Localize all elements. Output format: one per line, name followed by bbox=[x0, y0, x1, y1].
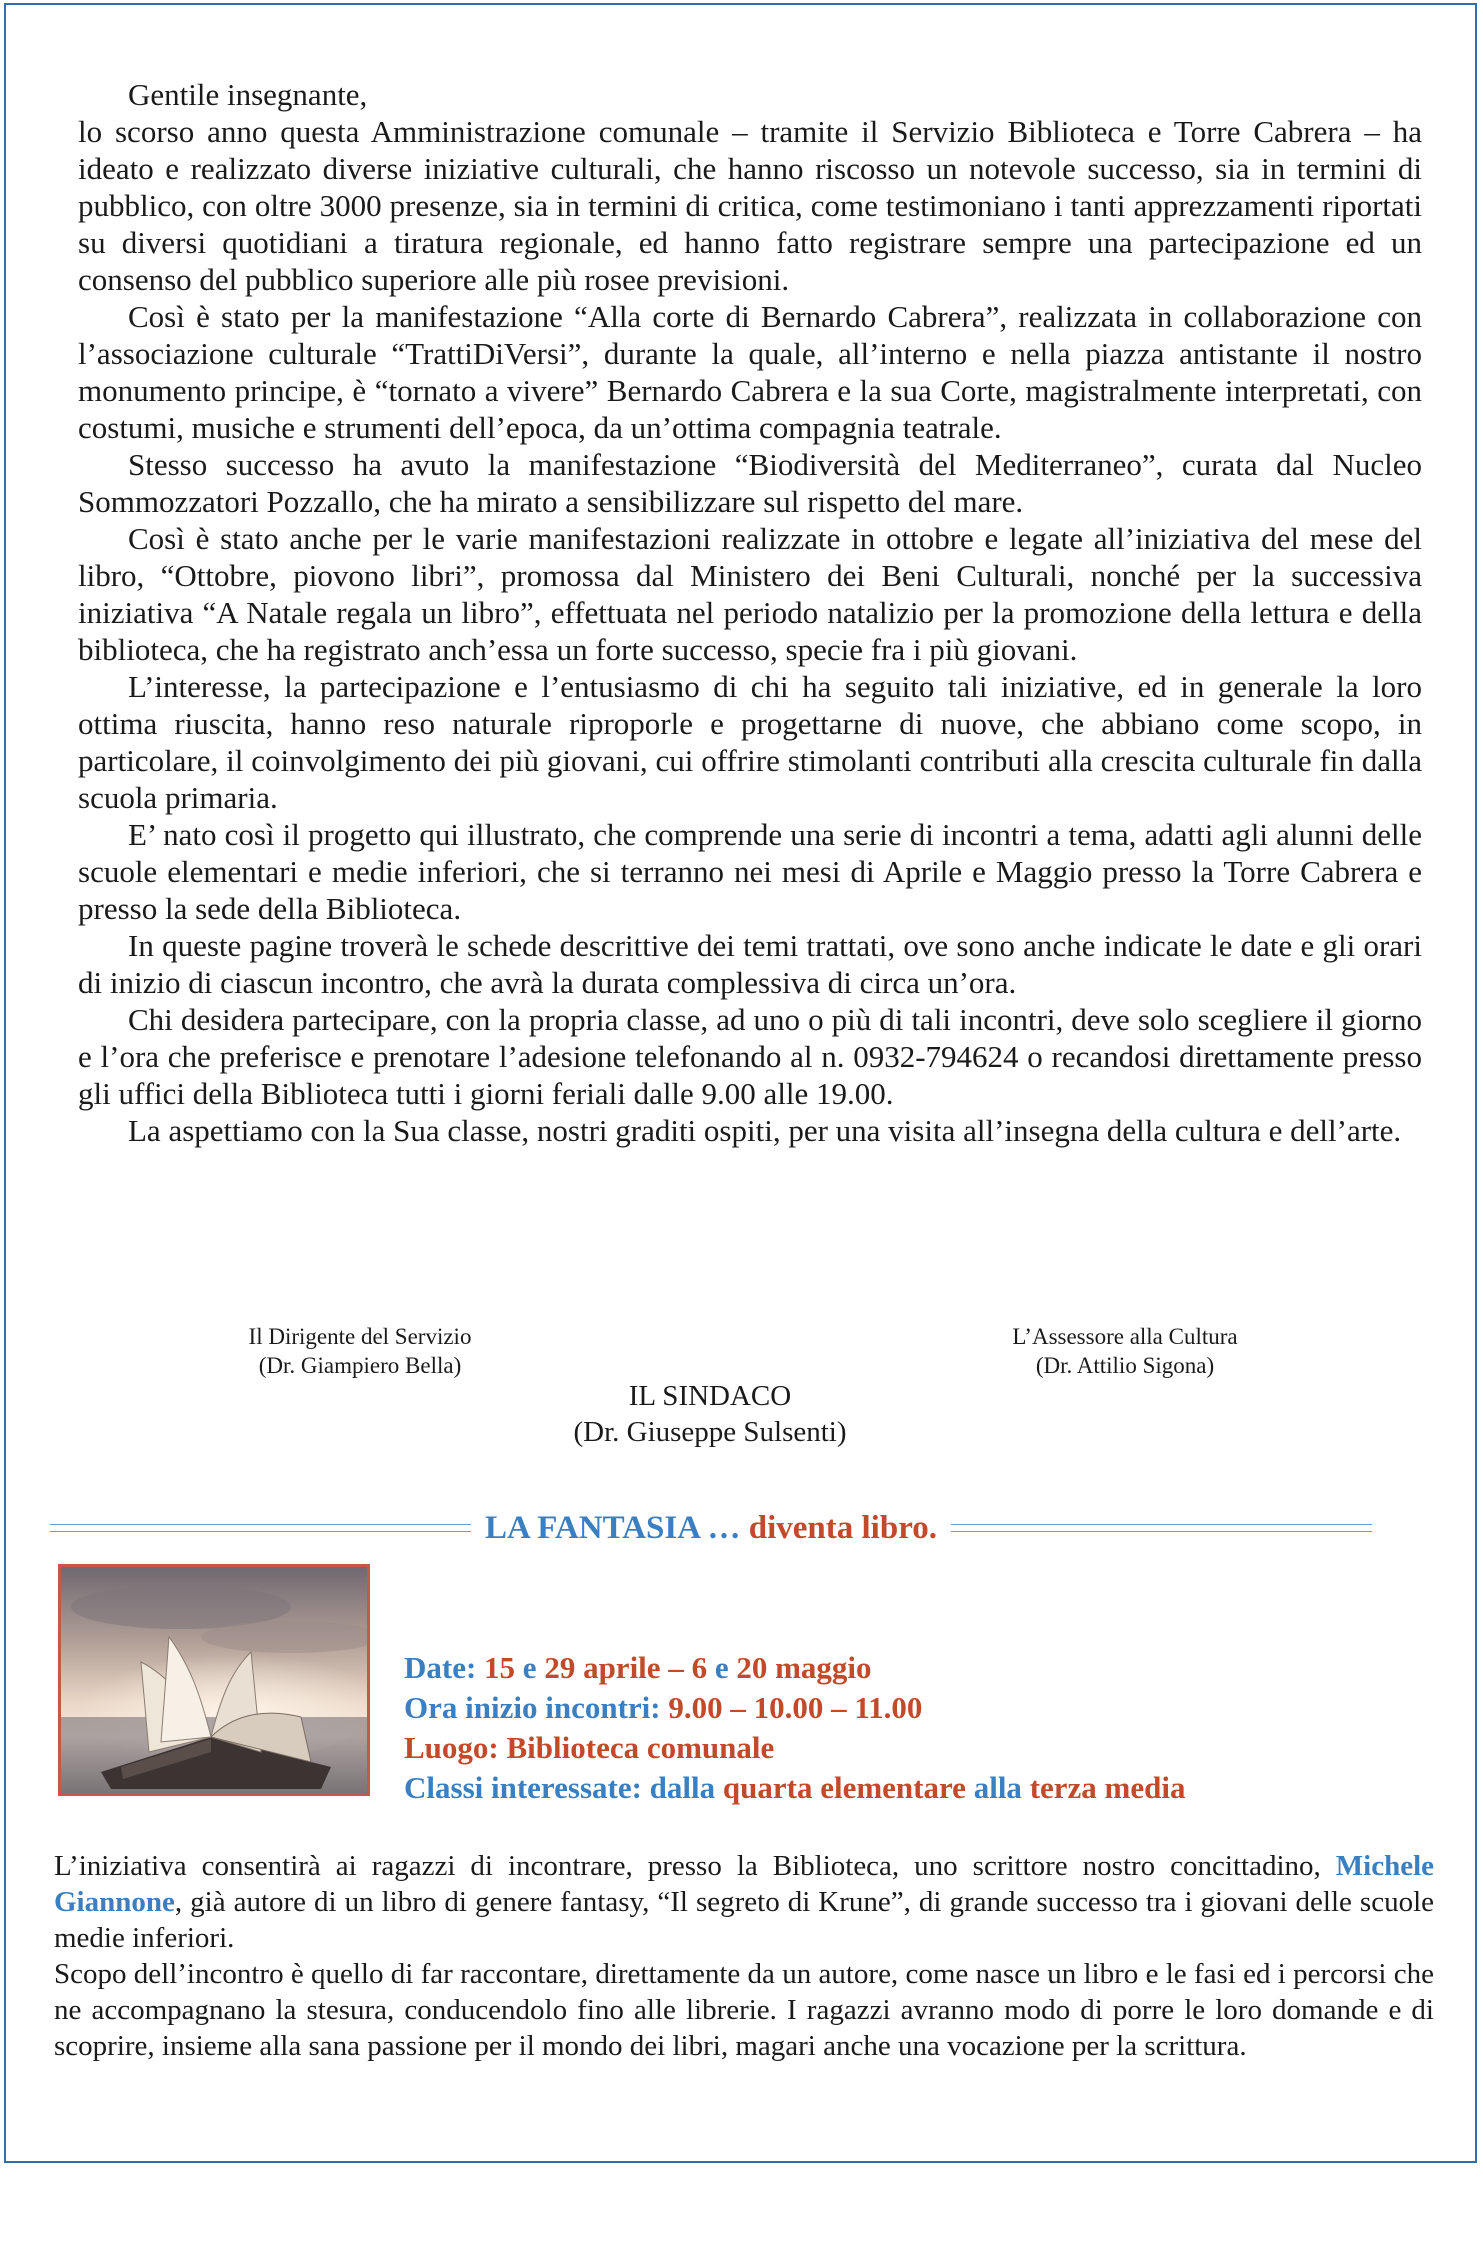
place-value: Biblioteca comunale bbox=[506, 1730, 775, 1765]
event-title-banner bbox=[50, 1506, 1372, 1550]
description-text: L’iniziativa consentirà ai ragazzi di incontrare, presso la Biblioteca, uno scrittore nostro concittadino, bbox=[54, 1850, 1321, 1882]
letter-paragraph: L’interesse, la partecipazione e l’entusiasmo di chi ha seguito tali iniziative, ed in generale la loro ottima riuscita, hanno reso naturale riproporle e progettarne di nuove, che abbiano come scopo, in particolare, il coinvolgimento dei più giovani, cui offrire stimolanti contributi alla crescita culturale fin dalla scuola primaria. bbox=[78, 669, 1422, 815]
banner-rule-right bbox=[951, 1524, 1372, 1532]
letter-greeting: Gentile insegnante, bbox=[128, 77, 368, 112]
date-value: 29 aprile bbox=[544, 1650, 661, 1685]
classes-to: alla bbox=[973, 1770, 1022, 1805]
signature-role: IL SINDACO bbox=[628, 1380, 792, 1412]
date-conjunction: e bbox=[714, 1650, 729, 1685]
place-label: Luogo: bbox=[404, 1730, 499, 1765]
author-name: Michele Giannone bbox=[54, 1850, 1434, 1918]
event-dates bbox=[404, 1648, 1404, 1688]
date-value: 6 bbox=[691, 1650, 708, 1685]
description-paragraph: Scopo dell’incontro è quello di far raccontare, direttamente da un autore, come nasce un libro e le fasi ed i percorsi che ne accompagnano la stesura, conducendolo fino alle librerie. I ragazzi avranno modo di porre le loro domande e di scoprire, insieme alla sana passione per il mondo dei libri, magari anche una vocazione per la scrittura. bbox=[54, 1958, 1434, 2062]
classes-end: terza media bbox=[1029, 1770, 1186, 1805]
open-book-sunset-image bbox=[58, 1564, 370, 1796]
event-classes bbox=[404, 1768, 1404, 1808]
date-value: 20 maggio bbox=[736, 1650, 872, 1685]
letter-body bbox=[78, 76, 1422, 1149]
description-text: , già autore di un libro di genere fantasy, “Il segreto di Krune”, di grande successo tra i giovani delle scuole medie inferiori. bbox=[54, 1886, 1434, 1954]
classes-start: quarta elementare bbox=[722, 1770, 966, 1805]
event-description bbox=[54, 1848, 1434, 2064]
event-times bbox=[404, 1688, 1404, 1728]
signature-name: (Dr. Giampiero Bella) bbox=[258, 1353, 462, 1378]
date-value: 15 bbox=[484, 1650, 516, 1685]
signature-name: (Dr. Attilio Sigona) bbox=[1035, 1353, 1215, 1378]
classes-from: dalla bbox=[649, 1770, 716, 1805]
signature-dirigente bbox=[180, 1322, 540, 1380]
letter-paragraph: lo scorso anno questa Amministrazione comunale – tramite il Servizio Biblioteca e Torre Cabrera – ha ideato e realizzato diverse iniziative culturali, che hanno riscosso un notevole successo, sia in termini di pubblico, con oltre 3000 presenze, sia in termini di critica, come testimoniano i tanti apprezzamenti riportati su diversi quotidiani a tiratura regionale, ed hanno fatto registrare sempre una partecipazione ed un consenso del pubblico superiore alle più rosee previsioni. bbox=[78, 114, 1422, 297]
letter-paragraph: La aspettiamo con la Sua classe, nostri graditi ospiti, per una visita all’insegna della cultura e dell’arte. bbox=[128, 1113, 1402, 1148]
event-details bbox=[404, 1648, 1404, 1808]
event-place bbox=[404, 1728, 1404, 1768]
time-label: Ora inizio incontri: bbox=[404, 1690, 661, 1725]
time-value: 9.00 – 10.00 – 11.00 bbox=[668, 1690, 923, 1725]
signature-assessore bbox=[960, 1322, 1290, 1380]
date-label: Date: bbox=[404, 1650, 477, 1685]
signature-role: Il Dirigente del Servizio bbox=[248, 1324, 472, 1349]
letter-paragraph: In queste pagine troverà le schede descrittive dei temi trattati, ove sono anche indicate le date e gli orari di inizio di ciascun incontro, che avrà la durata complessiva di circa un’ora. bbox=[78, 928, 1422, 1000]
event-title-part2: diventa libro. bbox=[748, 1509, 938, 1546]
letter-paragraph: Così è stato per la manifestazione “Alla corte di Bernardo Cabrera”, realizzata in collaborazione con l’associazione culturale “TrattiDiVersi”, durante la quale, all’interno e nella piazza antistante il nostro monumento principe, è “tornato a vivere” Bernardo Cabrera e la sua Corte, magistralmente interpretati, con costumi, musiche e strumenti dell’epoca, da un’ottima compagnia teatrale. bbox=[78, 299, 1422, 445]
description-paragraph bbox=[54, 1848, 1434, 1956]
letter-paragraph: Chi desidera partecipare, con la propria classe, ad uno o più di tali incontri, deve solo scegliere il giorno e l’ora che preferisce e prenotare l’adesione telefonando al n. 0932-794624 o recandosi direttamente presso gli uffici della Biblioteca tutti i giorni feriali dalle 9.00 alle 19.00. bbox=[78, 1002, 1422, 1111]
open-book-illustration bbox=[61, 1567, 367, 1793]
letter-paragraph: Così è stato anche per le varie manifestazioni realizzate in ottobre e legate all’iniziativa del mese del libro, “Ottobre, piovono libri”, promossa dal Ministero dei Beni Culturali, nonché per la successiva iniziativa “A Natale regala un libro”, effettuata nel periodo natalizio per la promozione della lettura e della biblioteca, che ha registrato anch’essa un forte successo, specie fra i più giovani. bbox=[78, 521, 1422, 667]
classes-label: Classi interessate: bbox=[404, 1770, 642, 1805]
signature-name: (Dr. Giuseppe Sulsenti) bbox=[573, 1416, 847, 1448]
banner-rule-left bbox=[50, 1524, 471, 1532]
event-title-part1: LA FANTASIA … bbox=[485, 1509, 741, 1546]
date-separator: – bbox=[668, 1650, 684, 1685]
event-title bbox=[471, 1510, 951, 1547]
date-conjunction: e bbox=[522, 1650, 537, 1685]
letter-paragraph: E’ nato così il progetto qui illustrato, che comprende una serie di incontri a tema, adatti agli alunni delle scuole elementari e medie inferiori, che si terranno nei mesi di Aprile e Maggio presso la Torre Cabrera e presso la sede della Biblioteca. bbox=[78, 817, 1422, 926]
signature-role: L’Assessore alla Cultura bbox=[1012, 1324, 1238, 1349]
letter-paragraph: Stesso successo ha avuto la manifestazione “Biodiversità del Mediterraneo”, curata dal Nucleo Sommozzatori Pozzallo, che ha mirato a sensibilizzare sul rispetto del mare. bbox=[78, 447, 1422, 519]
signature-sindaco bbox=[520, 1378, 900, 1450]
